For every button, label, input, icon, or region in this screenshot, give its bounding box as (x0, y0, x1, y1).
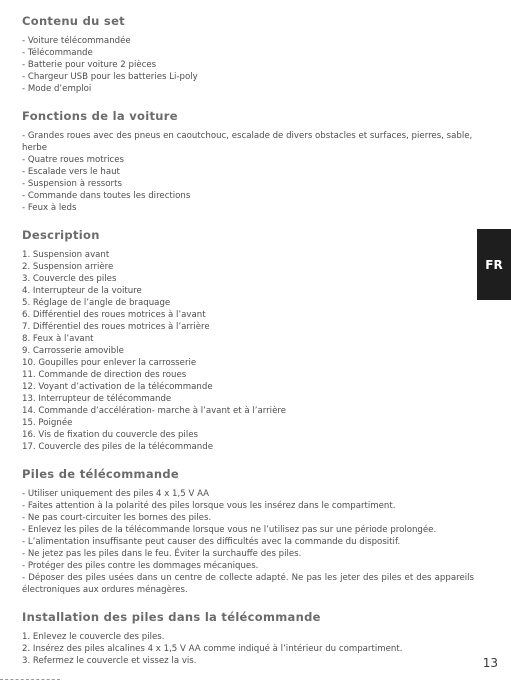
list-item: 9. Carrosserie amovible (22, 346, 124, 356)
list-item: 15. Poignée (22, 418, 73, 428)
list-item: 8. Feux à l’avant (22, 334, 94, 344)
list-item: - L’alimentation insuffisante peut causer des difficultés avec la commande du dispositif. (22, 537, 401, 547)
section-description (22, 228, 474, 453)
list-item: - Utiliser uniquement des piles 4 x 1,5 V AA (22, 489, 210, 499)
section-title: Description (22, 228, 100, 242)
section-car-functions (22, 109, 474, 214)
list-item: - Feux à leds (22, 203, 77, 213)
list-item: 17. Couvercle des piles de la télécommande (22, 442, 214, 452)
list-item: - Escalade vers le haut (22, 167, 120, 177)
list-item: - Ne jetez pas les piles dans le feu. Éviter la surchauffe des piles. (22, 549, 302, 559)
list-item: 13. Interrupteur de télécommande (22, 394, 172, 404)
list-item: 7. Différentiel des roues motrices à l’arrière (22, 322, 210, 332)
list-item: 5. Réglage de l’angle de braquage (22, 298, 171, 308)
list-item: - Commande dans toutes les directions (22, 191, 191, 201)
section-battery-installation (22, 610, 474, 667)
language-tab: FR (477, 229, 511, 300)
manual-page (22, 14, 474, 681)
list-item: - Chargeur USB pour les batteries Li-poly (22, 72, 198, 82)
section-title: Contenu du set (22, 14, 125, 28)
list-item: 16. Vis de fixation du couvercle des piles (22, 430, 198, 440)
list-item: 1. Enlevez le couvercle des piles. (22, 632, 165, 642)
list-item: 10. Goupilles pour enlever la carrosserie (22, 358, 197, 368)
section-title: Installation des piles dans la télécommande (22, 610, 321, 624)
list-item: 11. Commande de direction des roues (22, 370, 187, 380)
list-item: 6. Différentiel des roues motrices à l’avant (22, 310, 206, 320)
list-item: 12. Voyant d’activation de la télécommande (22, 382, 213, 392)
section-set-contents (22, 14, 474, 95)
list-item: 14. Commande d’accélération- marche à l’avant et à l’arrière (22, 406, 286, 416)
list-item: 3. Couvercle des piles (22, 274, 117, 284)
list-item: 3. Refermez le couvercle et vissez la vis. (22, 656, 197, 666)
list-item: - Protéger des piles contre les dommages mécaniques. (22, 561, 259, 571)
list-item: - Mode d’emploi (22, 84, 92, 94)
list-item: - Faites attention à la polarité des piles lorsque vous les insérez dans le compartiment. (22, 501, 396, 511)
list-item: - Ne pas court-circuiter les bornes des piles. (22, 513, 212, 523)
list-item: 1. Suspension avant (22, 250, 110, 260)
list-item: - Batterie pour voiture 2 pièces (22, 60, 157, 70)
list-item: 2. Insérez des piles alcalines 4 x 1,5 V AA comme indiqué à l’intérieur du compartiment. (22, 644, 403, 654)
section-title: Fonctions de la voiture (22, 109, 178, 123)
list-item: 2. Suspension arrière (22, 262, 114, 272)
list-item: - Voiture télécommandée (22, 36, 131, 46)
list-item: - Grandes roues avec des pneus en caoutchouc, escalade de divers obstacles et surfaces, pierres, sable, herbe (22, 131, 473, 153)
list-item: - Déposer des piles usées dans un centre de collecte adapté. Ne pas les jeter des piles et des appareils électroniques aux ordures ménagères. (22, 573, 474, 595)
list-item: 4. Interrupteur de la voiture (22, 286, 142, 296)
page-number: 13 (482, 656, 498, 670)
list-item: - Suspension à ressorts (22, 179, 122, 189)
list-item: - Télécommande (22, 48, 93, 58)
section-title: Piles de télécommande (22, 467, 179, 481)
section-remote-batteries (22, 467, 474, 596)
list-item: - Quatre roues motrices (22, 155, 124, 165)
list-item: - Enlevez les piles de la télécommande lorsque vous ne l’utilisez pas sur une période prolongée. (22, 525, 437, 535)
